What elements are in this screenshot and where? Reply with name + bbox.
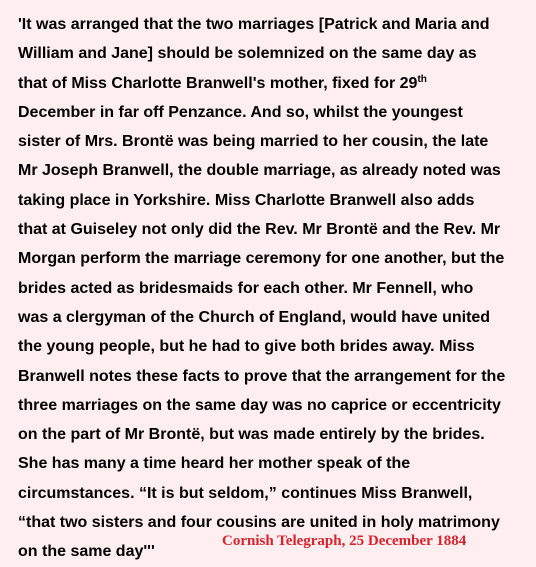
passage-line: Mr Joseph Branwell, the double marriage, as already noted was [18,162,501,180]
passage-line: She has many a time heard her mother speak of the [18,455,411,473]
passage-line: December in far off Penzance. And so, whilst the youngest [18,103,463,121]
passage-line: the young people, but he had to give both brides away. Miss [18,338,475,356]
date-ordinal-superscript: th [417,73,427,85]
passage-line: “that two sisters and four cousins are united in holy matrimony [18,514,500,532]
passage-line: 'It was arranged that the two marriages [Patrick and Maria and [18,16,490,33]
passage-line: William and Jane] should be solemnized on the same day as [18,45,477,63]
passage-line [18,69,528,98]
passage-line: on the part of Mr Brontë, but was made entirely by the brides. [18,426,485,444]
quoted-passage [18,10,528,567]
passage-line: was a clergyman of the Church of England, would have united [18,308,491,326]
passage-line: brides acted as bridesmaids for each other. Mr Fennell, who [18,279,474,297]
passage-line-text: that of Miss Charlotte Branwell's mother, fixed for 29 [18,74,418,92]
passage-line: circumstances. “It is but seldom,” continues Miss Branwell, [18,484,473,502]
passage-line: sister of Mrs. Brontë was being married to her cousin, the late [18,133,489,151]
passage-line: taking place in Yorkshire. Miss Charlotte Branwell also adds [18,191,475,209]
passage-line: Morgan perform the marriage ceremony for one another, but the [18,250,505,268]
passage-line: on the same day''' [18,543,155,561]
passage-line: Branwell notes these facts to prove that the arrangement for the [18,367,506,385]
passage-line: that at Guiseley not only did the Rev. Mr Brontë and the Rev. Mr [18,221,501,239]
passage-line: three marriages on the same day was no caprice or eccentricity [18,396,501,414]
source-citation: Cornish Telegraph, 25 December 1884 [222,533,467,549]
